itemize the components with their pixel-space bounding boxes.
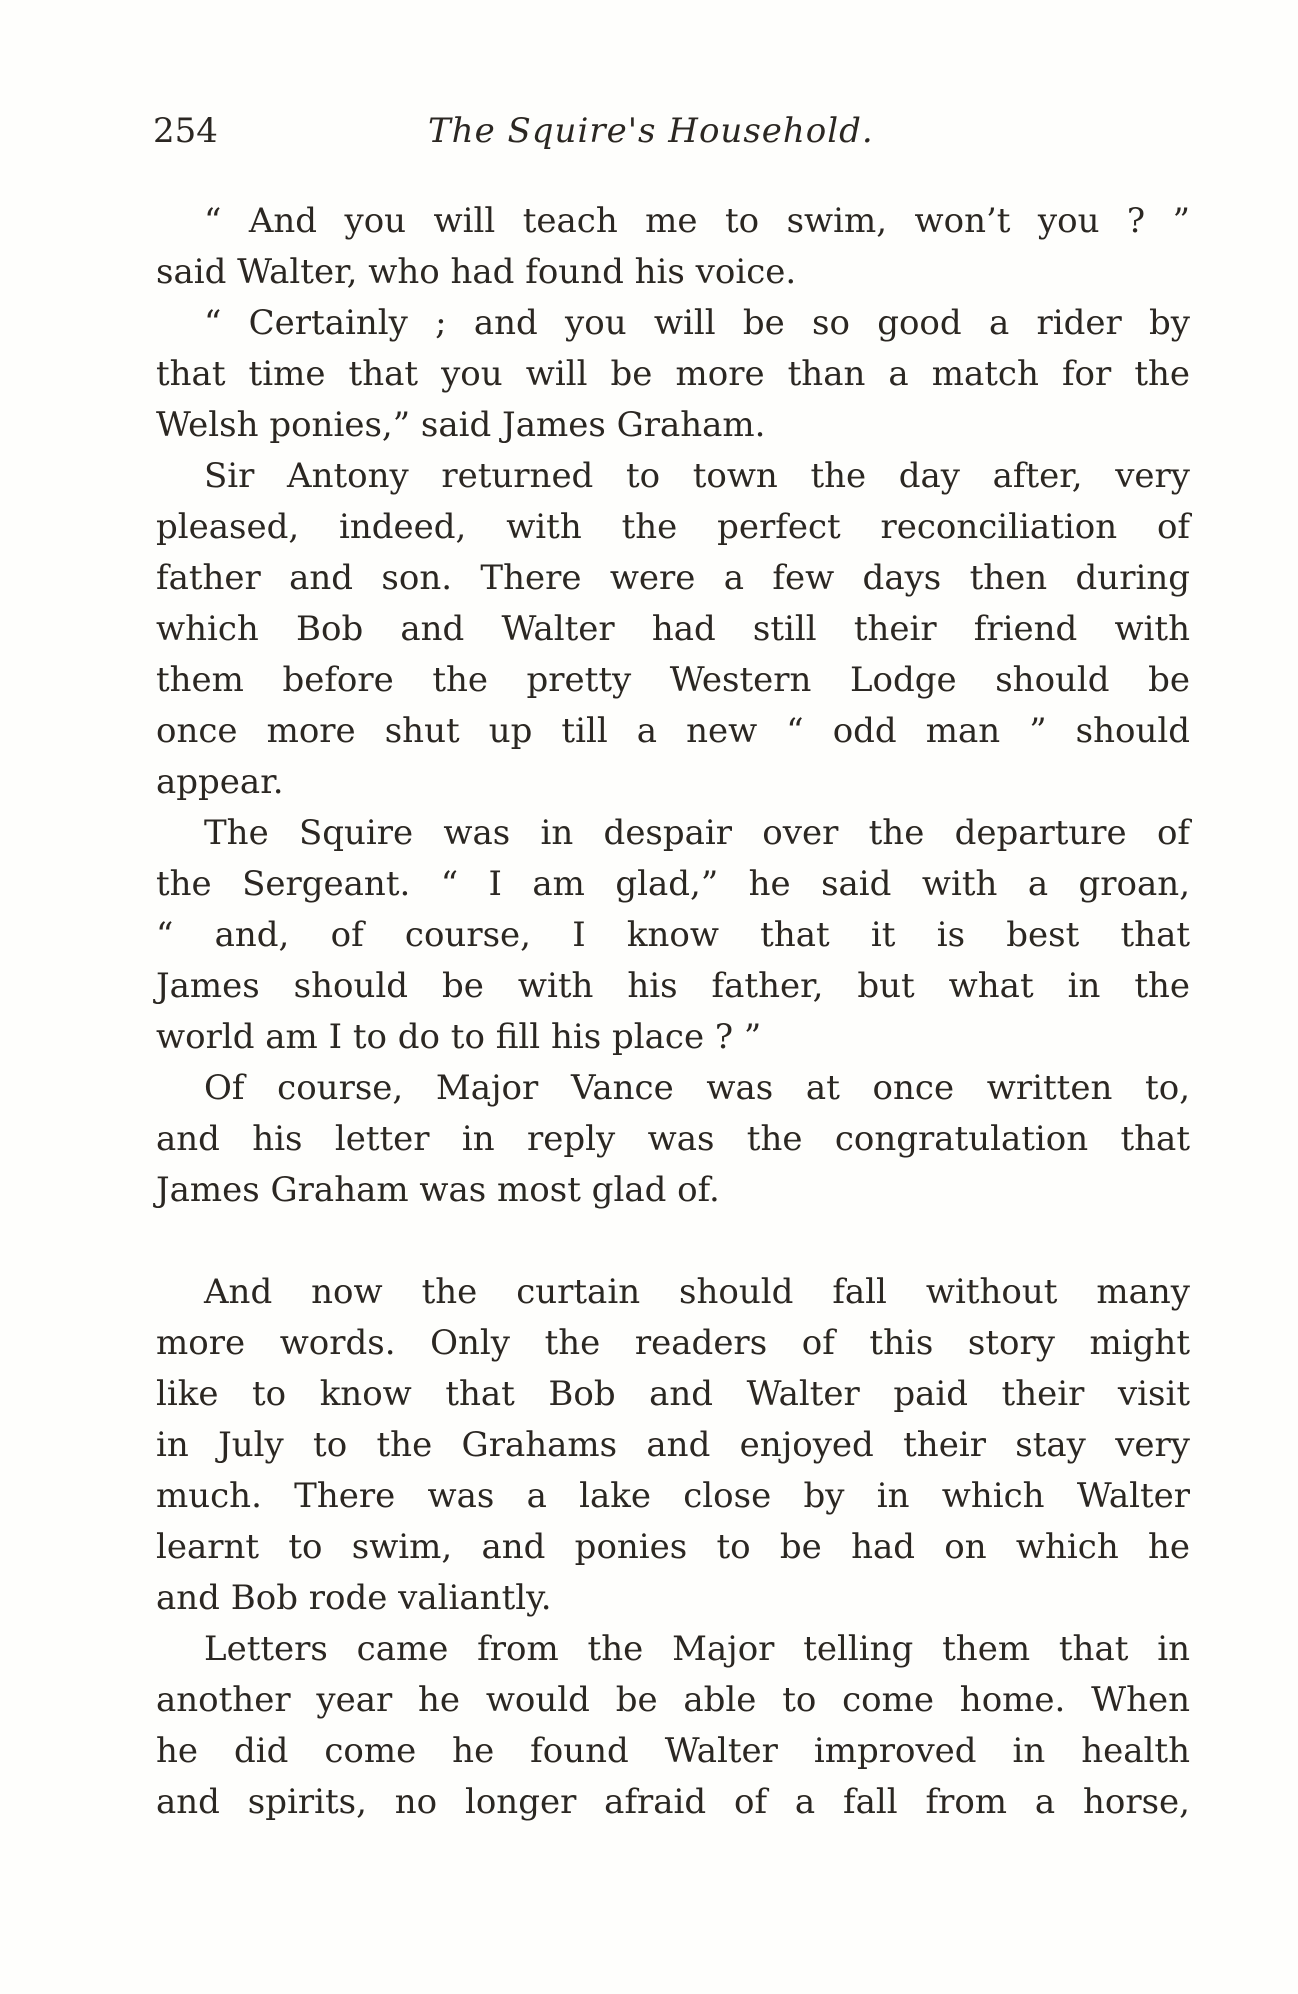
text-line: he did come he found Walter improved in health <box>156 1731 1190 1771</box>
text-line: more words. Only the readers of this story might <box>156 1323 1190 1363</box>
text-line: another year he would be able to come home. When <box>156 1680 1190 1720</box>
text-line: Of course, Major Vance was at once written to, <box>204 1068 1190 1108</box>
text-line: and his letter in reply was the congratulation that <box>156 1119 1190 1159</box>
text-line: “ Certainly ; and you will be so good a rider by <box>204 303 1190 343</box>
text-line: like to know that Bob and Walter paid their visit <box>156 1374 1190 1414</box>
page-header <box>153 108 1193 154</box>
page-number: 254 <box>153 111 218 151</box>
text-line: appear. <box>156 762 284 802</box>
text-line: which Bob and Walter had still their friend with <box>156 609 1190 649</box>
text-line: “ And you will teach me to swim, won’t you ? ” <box>204 201 1190 241</box>
text-line: much. There was a lake close by in which Walter <box>156 1476 1190 1516</box>
text-line: world am I to do to fill his place ? ” <box>156 1017 762 1057</box>
body-text <box>156 196 1190 1828</box>
running-title: The Squire's Household. <box>428 111 874 151</box>
text-line: The Squire was in despair over the departure of <box>204 813 1190 853</box>
text-line: them before the pretty Western Lodge should be <box>156 660 1190 700</box>
text-line: said Walter, who had found his voice. <box>156 252 797 292</box>
text-line: Sir Antony returned to town the day after, very <box>204 456 1190 496</box>
text-line: and spirits, no longer afraid of a fall from a horse, <box>156 1782 1190 1822</box>
text-line: father and son. There were a few days then during <box>156 558 1190 598</box>
text-line: in July to the Grahams and enjoyed their stay very <box>156 1425 1190 1465</box>
text-line: Welsh ponies,” said James Graham. <box>156 405 766 445</box>
text-line: the Sergeant. “ I am glad,” he said with a groan, <box>156 864 1190 904</box>
text-line: And now the curtain should fall without many <box>204 1272 1190 1312</box>
text-line: Letters came from the Major telling them that in <box>204 1629 1190 1669</box>
text-line: “ and, of course, I know that it is best that <box>156 915 1190 955</box>
text-line: that time that you will be more than a match for the <box>156 354 1190 394</box>
text-line: pleased, indeed, with the perfect reconciliation of <box>156 507 1190 547</box>
text-line: once more shut up till a new “ odd man ” should <box>156 711 1190 751</box>
section-break <box>156 1216 1190 1267</box>
text-line: learnt to swim, and ponies to be had on which he <box>156 1527 1190 1567</box>
text-line: James Graham was most glad of. <box>156 1170 720 1210</box>
text-line: James should be with his father, but what in the <box>156 966 1190 1006</box>
text-line: and Bob rode valiantly. <box>156 1578 552 1618</box>
